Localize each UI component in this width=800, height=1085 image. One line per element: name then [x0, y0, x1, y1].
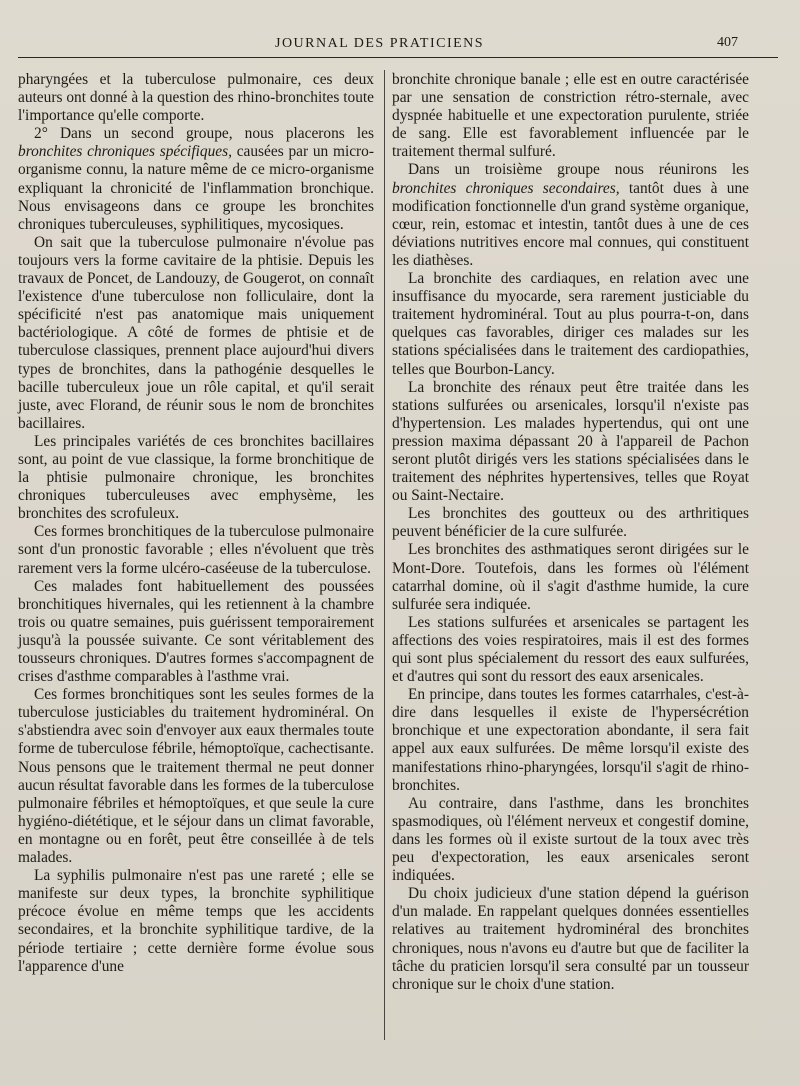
journal-title: JOURNAL DES PRATICIENS [275, 36, 485, 51]
paragraph [392, 505, 749, 541]
paragraph [18, 578, 374, 687]
paragraph [18, 234, 374, 433]
paragraph-text: En principe, dans toutes les formes catarrhales, c'est-à-dire dans lesquelles il existe de l'hypersécrétion bronchique et une expectoration abondante, il sera fait appel aux eaux sulfurées. De même lorsqu'il existe des manifestations rhino-pharyngées, lorsqu'il s'agit de rhino-bronchites. [392, 686, 749, 794]
paragraph [392, 270, 749, 379]
paragraph-text: On sait que la tuberculose pulmonaire n'évolue pas toujours vers la forme cavitaire de la phtisie. Depuis les travaux de Poncet, de Landouzy, de Gougerot, on connaît l'existence d'une tuberculose non folliculaire, dont la spécificité n'est pas anatomique mais uniquement bactériologique. A côté de formes de phtisie et de tuberculose classiques, prennent place aujourd'hui divers types de bronchites, dans la pathogénie desquelles le bacille tuberculeux joue un rôle capital, et qu'il serait juste, avec Florand, de réunir sous le nom de bronchites bacillaires. [18, 233, 374, 432]
paragraph [392, 686, 749, 795]
paragraph-text: pharyngées et la tuberculose pulmonaire, ces deux auteurs ont donné à la question des rhino-bronchites toute l'importance qu'elle comporte. [18, 71, 374, 125]
paragraph-text: La syphilis pulmonaire n'est pas une rareté ; elle se manifeste sur deux types, la bronchite syphilitique précoce évolue en même temps que les accidents secondaires, et la bronchite syphilitique tardive, de la période tertiaire ; cette dernière forme évolue sous l'apparence d'une [18, 867, 374, 975]
paragraph-text: Les bronchites des goutteux ou des arthritiques peuvent bénéficier de la cure sulfurée. [392, 505, 749, 541]
paragraph [392, 614, 749, 686]
paragraph-text: Ces formes bronchitiques de la tuberculose pulmonaire sont d'un pronostic favorable ; elles n'évoluent que très rarement vers la forme ulcéro-caséeuse de la tuberculose. [18, 523, 374, 577]
left-column [18, 71, 374, 976]
paragraph-text: bronchite chronique banale ; elle est en outre caractérisée par une sensation de constriction rétro-sternale, avec dyspnée habituelle et une expectoration purulente, striée de sang. Elle est favorablement influencée par le traitement thermal sulfuré. [392, 71, 749, 161]
paragraph-text: Ces formes bronchitiques sont les seules formes de la tuberculose justiciables du traitement hydrominéral. On s'abstiendra avec soin d'envoyer aux eaux thermales toute forme de tuberculose fébrile, hémoptoïque, cachectisante. Nous pensons que le traitement thermal ne peut donner aucun résultat favorable dans les formes de la tuberculose pulmonaire fébriles et hémoptoïques, et que seule la cure hygiéno-diététique, et le séjour dans un climat favorable, en montagne ou en forêt, peut être conseillée à de tels malades. [18, 686, 374, 867]
paragraph [18, 433, 374, 523]
header-rule [18, 57, 778, 58]
italic-term: bronchites chroniques spécifiques, [18, 143, 232, 161]
right-column [392, 71, 749, 994]
paragraph [18, 71, 374, 125]
column-divider [384, 70, 385, 1040]
paragraph [392, 541, 749, 613]
page-number: 407 [717, 35, 738, 50]
paragraph [392, 885, 749, 994]
paragraph-text: Au contraire, dans l'asthme, dans les bronchites spasmodiques, où l'élément nerveux et congestif domine, dans les formes où il existe surtout de la toux avec très peu d'expectoration, les eaux arsenicales seront indiquées. [392, 794, 749, 885]
paragraph-text: 2° Dans un second groupe, nous placerons les [34, 125, 374, 143]
paragraph-text: Dans un troisième groupe nous réunirons les [408, 161, 749, 179]
paragraph-text: Les principales variétés de ces bronchites bacillaires sont, au point de vue classique, la forme bronchitique de la phtisie pulmonaire chronique, les bronchites chroniques tuberculeuses avec emphysème, les bronchites des scrofuleux. [18, 432, 374, 523]
paragraph [18, 867, 374, 976]
paragraph-text: Les bronchites des asthmatiques seront dirigées sur le Mont-Dore. Toutefois, dans les formes où l'élément catarrhal domine, où il s'agit d'asthme humide, la cure sulfurée sera indiquée. [392, 541, 749, 613]
italic-term: bronchites chroniques secondaires, [392, 179, 620, 197]
paragraph [18, 523, 374, 577]
paragraph-text: causées par un micro-organisme connu, la nature même de ce micro-organisme expliquant la chronicité de l'inflammation bronchique. Nous envisageons dans ce groupe les bronchites chroniques tuberculeuses, syphilitiques, mycosiques. [18, 143, 374, 233]
paragraph [392, 161, 749, 270]
paragraph [392, 379, 749, 506]
paragraph [18, 686, 374, 867]
paragraph-text: Du choix judicieux d'une station dépend la guérison d'un malade. En rappelant quelques données essentielles relatives au traitement hydrominéral des bronchites chroniques, nous n'avons eu d'autre but que de faciliter la tâche du praticien lorsqu'il sera consulté par un tousseur chronique sur le choix d'une station. [392, 885, 749, 993]
paragraph [18, 125, 374, 234]
paragraph-text: Les stations sulfurées et arsenicales se partagent les affections des voies respiratoires, mais il est des formes qui sont plus spécialement du ressort des eaux sulfurées, et d'autres qui sont du ressort des eaux arsenicales. [392, 613, 749, 686]
paragraph [392, 795, 749, 885]
paragraph-text: La bronchite des cardiaques, en relation avec une insuffisance du myocarde, sera rarement justiciable du traitement hydrominéral. Tout au plus pourra-t-on, dans quelques cas favorables, diriger ces malades sur les stations spécialisées dans le traitement des cardiopathies, telles que Bourbon-Lancy. [392, 270, 749, 378]
paragraph-text: Ces malades font habituellement des poussées bronchitiques hivernales, qui les retiennent à la chambre trois ou quatre semaines, puis guérissent temporairement jusqu'à la poussée suivante. Ce sont véritablement des tousseurs chroniques. D'autres formes s'accompagnent de crises d'asthme comparables à l'asthme vrai. [18, 577, 374, 686]
paragraph [392, 71, 749, 161]
paragraph-text: La bronchite des rénaux peut être traitée dans les stations sulfurées ou arsenicales, lorsqu'il n'existe pas d'hypertension. Les malades hypertendus, qui ont une pression maxima dépassant 20 à l'appareil de Pachon seront plutôt dirigés vers les stations spécialisées dans le traitement des néphrites hypertensives, telles que Royat ou Saint-Nectaire. [392, 378, 749, 505]
paragraph-text: tantôt dues à une modification fonctionnelle d'un grand système organique, cœur, rein, estomac et intestin, tantôt dues à une de ces déviations nutritives encore mal connues, qui constituent les diathèses. [392, 179, 749, 269]
